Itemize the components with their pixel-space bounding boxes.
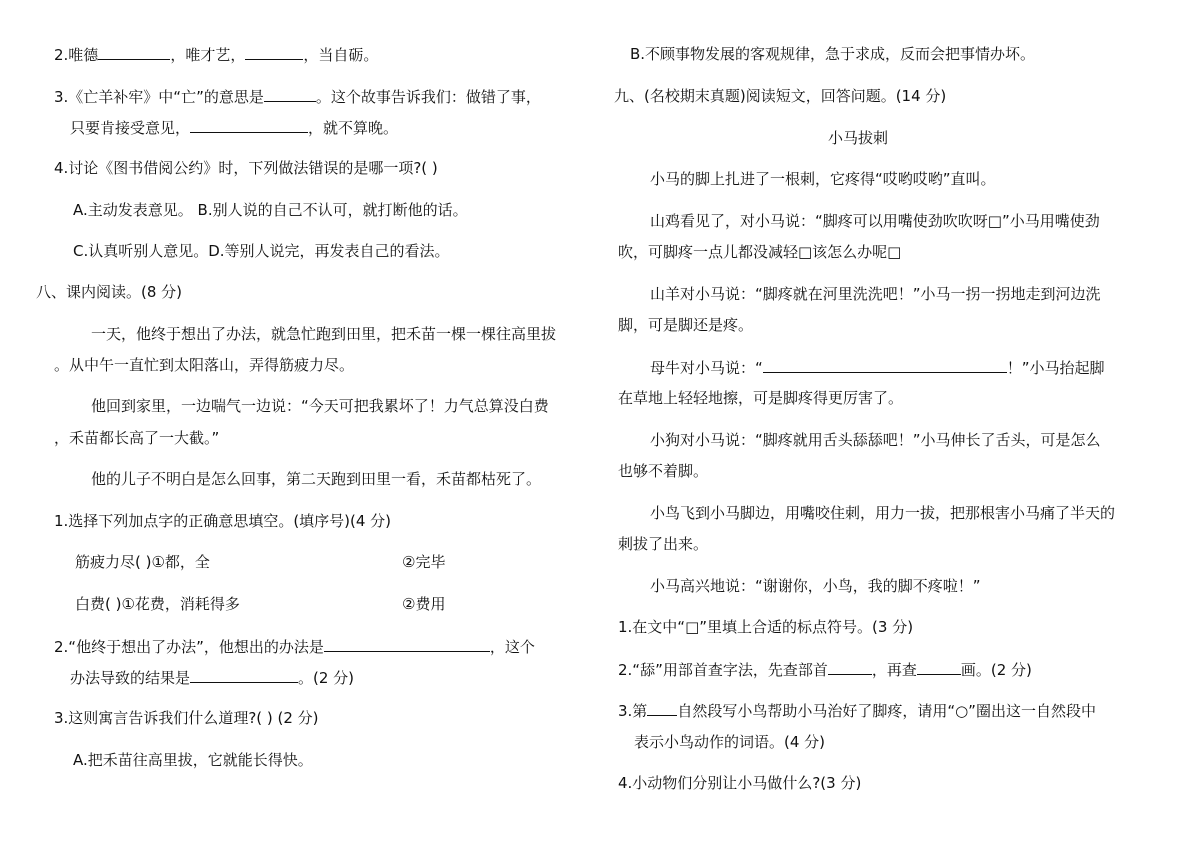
section-8-title: 八、课内阅读。(8 分) <box>36 283 183 301</box>
q3-line-1 <box>54 86 541 107</box>
sec9-q2-a: 2.“舔”用部首查字法，先查部首 <box>618 661 828 679</box>
sec8-q2-line2 <box>70 667 354 688</box>
sec9-q2-blank-2[interactable] <box>917 659 961 675</box>
story-p2a: 山鸡看见了，对小马说：“脚疼可以用嘴使劲吹吹呀□”小马用嘴使劲 <box>650 212 1100 230</box>
q3-blank-1[interactable] <box>264 86 316 102</box>
passage8-p3: 他的儿子不明白是怎么回事，第二天跑到田里一看，禾苗都枯死了。 <box>91 470 542 488</box>
section-9-title: 九、(名校期末真题)阅读短文，回答问题。(14 分) <box>614 87 947 105</box>
q2-b: ，唯才艺， <box>170 46 246 64</box>
q2-a: 2.唯德 <box>54 46 99 64</box>
story-p4c: 在草地上轻轻地擦，可是脚疼得更厉害了。 <box>618 389 904 407</box>
story-title: 小马拔刺 <box>828 129 889 147</box>
story-p5b: 也够不着脚。 <box>618 462 709 480</box>
story-p5a: 小狗对小马说：“脚疼就用舌头舔舔吧！”小马伸长了舌头，可是怎么 <box>650 431 1101 449</box>
story-p3b: 脚，可是脚还是疼。 <box>618 316 754 334</box>
passage8-p1b: 。从中午一直忙到太阳落山，弄得筋疲力尽。 <box>54 356 355 374</box>
sec8-q2-a: 2.“他终于想出了办法”，他想出的办法是 <box>54 638 324 656</box>
q4-options-cd: C.认真听别人意见。D.等别人说完，再发表自己的看法。 <box>73 242 450 260</box>
q2-line <box>54 44 378 65</box>
passage8-p2a: 他回到家里，一边喘气一边说：“今天可把我累坏了！力气总算没白费 <box>91 397 549 415</box>
sec8-q2-b: ，这个 <box>489 638 535 656</box>
sec8-q2-c: 办法导致的结果是 <box>70 669 191 687</box>
sec9-q1: 1.在文中“□”里填上合适的标点符号。(3 分) <box>618 618 914 636</box>
sec8-q3: 3.这则寓言告诉我们什么道理?( ) (2 分) <box>54 709 319 727</box>
sec8-q2-d: 。(2 分) <box>298 669 355 687</box>
sec8-q2-blank-1[interactable] <box>324 636 490 652</box>
sec9-q4: 4.小动物们分别让小马做什么?(3 分) <box>618 774 862 792</box>
q3-c: 只要肯接受意见， <box>70 119 191 137</box>
sec8-q1-row2b: ②费用 <box>402 595 446 613</box>
q3-line-2 <box>70 117 398 138</box>
story-p7: 小马高兴地说：“谢谢你，小鸟，我的脚不疼啦！” <box>650 577 981 595</box>
story-p6b: 刺拔了出来。 <box>618 535 709 553</box>
q3-d: ，就不算晚。 <box>308 119 399 137</box>
sec9-q2-blank-1[interactable] <box>828 659 872 675</box>
story-p4a: 母牛对小马说：“ <box>650 359 763 377</box>
story-p4b: ！”小马抬起脚 <box>1006 359 1105 377</box>
q3-a: 3.《亡羊补牢》中“亡”的意思是 <box>54 88 264 106</box>
story-p6a: 小鸟飞到小马脚边，用嘴咬住刺，用力一拔，把那根害小马痛了半天的 <box>650 504 1116 522</box>
q4-stem: 4.讨论《图书借阅公约》时，下列做法错误的是哪一项?( ) <box>54 159 438 177</box>
sec9-q3-a: 3.第 <box>618 702 648 720</box>
q4-options-ab: A.主动发表意见。 B.别人说的自己不认可，就打断他的话。 <box>73 201 468 219</box>
sec8-q1: 1.选择下列加点字的正确意思填空。(填序号)(4 分) <box>54 512 392 530</box>
q2-blank-2[interactable] <box>245 44 303 60</box>
passage8-p1a: 一天，他终于想出了办法，就急忙跑到田里，把禾苗一棵一棵往高里拔 <box>91 325 557 343</box>
sec8-q3-option-b: B.不顾事物发展的客观规律，急于求成，反而会把事情办坏。 <box>630 45 1036 63</box>
sec8-q3-option-a: A.把禾苗往高里拔，它就能长得快。 <box>73 751 313 769</box>
sec9-q3-line1 <box>618 700 1096 721</box>
sec9-q2-b: ，再查 <box>871 661 917 679</box>
story-p4-line1 <box>650 357 1105 378</box>
q3-b: 。这个故事告诉我们：做错了事， <box>315 88 541 106</box>
sec8-q1-row2a: 白费( )①花费，消耗得多 <box>75 595 240 613</box>
story-p4-blank[interactable] <box>763 357 1007 373</box>
sec9-q3-blank[interactable] <box>647 700 677 716</box>
q2-blank-1[interactable] <box>98 44 170 60</box>
passage8-p2b: ，禾苗都长高了一大截。” <box>54 429 220 447</box>
story-p3a: 山羊对小马说：“脚疼就在河里洗洗吧！”小马一拐一拐地走到河边洗 <box>650 285 1101 303</box>
q3-blank-2[interactable] <box>190 117 308 133</box>
sec9-q3-line2: 表示小鸟动作的词语。(4 分) <box>634 733 826 751</box>
sec9-q3-b: 自然段写小鸟帮助小马治好了脚疼，请用“○”圈出这一自然段中 <box>677 702 1096 720</box>
story-p1: 小马的脚上扎进了一根刺，它疼得“哎哟哎哟”直叫。 <box>650 170 996 188</box>
sec8-q2-blank-2[interactable] <box>190 667 298 683</box>
story-p2b: 吹，可脚疼一点儿都没减轻□该怎么办呢□ <box>618 243 902 261</box>
sec8-q2-line1 <box>54 636 535 657</box>
sec9-q2-c: 画。(2 分) <box>960 661 1032 679</box>
sec8-q1-row1b: ②完毕 <box>402 553 446 571</box>
sec8-q1-row1a: 筋疲力尽( )①都，全 <box>75 553 210 571</box>
sec9-q2 <box>618 659 1032 680</box>
q2-c: ，当自砺。 <box>303 46 379 64</box>
